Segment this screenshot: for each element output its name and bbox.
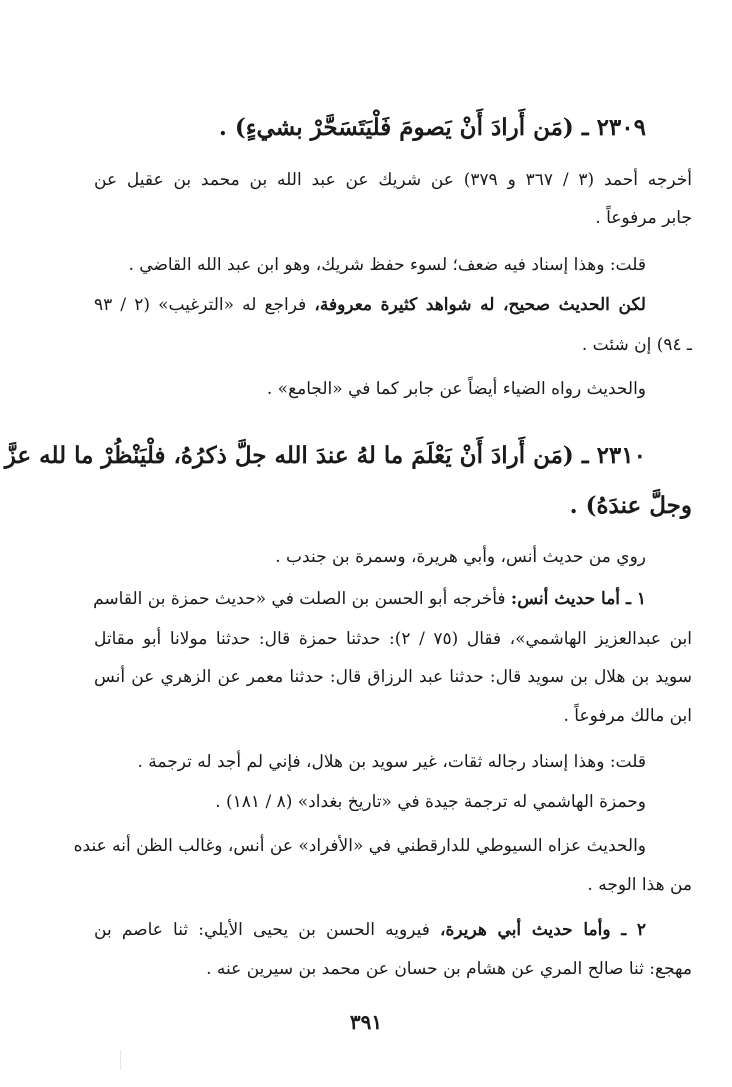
hadith-2310-abuhurayra-line: مهجع: ثنا صالح المري عن هشام بن حسان عن محمد بن سيرين عنه . — [206, 959, 692, 979]
hadith-2310-anas-line: سويد بن هلال بن سويد قال: حدثنا عبد الرزاق قال: حدثنا معمر عن الزهري عن أنس — [94, 667, 692, 687]
hadith-2310-suyuti-line: من هذا الوجه . — [587, 875, 692, 895]
hadith-2310-abuhurayra-line — [94, 918, 646, 942]
hadith-2309-comment: قلت: وهذا إسناد فيه ضعف؛ لسوء حفظ شريك، وهو ابن عبد الله القاضي . — [128, 255, 646, 275]
hadith-2309-heading: ٢٣٠٩ ـ (مَن أَرادَ أَنْ يَصومَ فَلْيَتَسَحَّرْ بشيءٍ) . — [218, 114, 646, 141]
hadith-2310-hamza-note: وحمزة الهاشمي له ترجمة جيدة في «تاريخ بغداد» (٨ / ١٨١) . — [215, 792, 646, 812]
ruling-bold-text: لكن الحديث صحيح، له شواهد كثيرة معروفة، — [314, 295, 646, 315]
hadith-2309-ruling-line: ـ ٩٤) إن شئت . — [581, 335, 692, 355]
hadith-2310-anas-line — [94, 587, 646, 611]
hadith-2309-source: والحديث رواه الضياء أيضاً عن جابر كما في «الجامع» . — [266, 379, 646, 399]
hadith-2309-text-line: أخرجه أحمد (٣ / ٣٦٧ و ٣٧٩) عن شريك عن عبد الله بن محمد بن عقيل عن — [94, 170, 692, 190]
anas-bold-text: ١ ـ أما حديث أنس: — [510, 589, 646, 609]
hadith-2310-heading: ٢٣١٠ ـ (مَن أَرادَ أَنْ يَعْلَمَ ما لهُ عندَ الله جلَّ ذكرُهُ، فلْيَنْظُرْ ما لله عزَّ — [4, 442, 646, 469]
margin-mark — [120, 1050, 121, 1070]
hadith-2309-ruling-line — [94, 293, 646, 317]
abuhurayra-bold-text: ٢ ـ وأما حديث أبي هريرة، — [440, 920, 647, 940]
hadith-2310-intro: روي من حديث أنس، وأبي هريرة، وسمرة بن جندب . — [275, 547, 646, 567]
hadith-2310-comment: قلت: وهذا إسناد رجاله ثقات، غير سويد بن هلال، فإني لم أجد له ترجمة . — [137, 752, 646, 772]
hadith-2309-text-line: جابر مرفوعاً . — [595, 208, 692, 228]
hadith-2310-suyuti-line: والحديث عزاه السيوطي للدارقطني في «الأفراد» عن أنس، وغالب الظن أنه عنده — [73, 836, 646, 856]
hadith-2310-heading: وجلَّ عندَهُ) . — [569, 492, 692, 519]
hadith-2310-anas-line: ابن مالك مرفوعاً . — [563, 706, 692, 726]
page-number: ٣٩١ — [349, 1010, 383, 1034]
ruling-rest-text: فراجع له «الترغيب» (٢ / ٩٣ — [94, 295, 315, 315]
hadith-2310-anas-line: ابن عبدالعزيز الهاشمي»، فقال (٧٥ / ٢): حدثنا حمزة قال: حدثنا مولانا أبو مقاتل — [94, 629, 692, 649]
anas-rest-text: فأخرجه أبو الحسن بن الصلت في «حديث حمزة بن القاسم — [93, 589, 511, 609]
abuhurayra-rest-text: فيرويه الحسن بن يحيى الأيلي: ثنا عاصم بن — [94, 920, 441, 940]
